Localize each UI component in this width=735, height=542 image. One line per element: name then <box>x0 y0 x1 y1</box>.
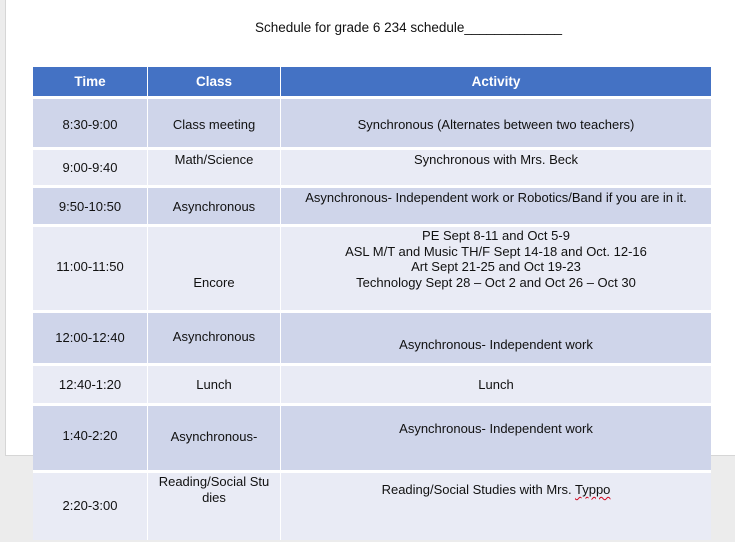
activity-text: Lunch <box>478 377 514 392</box>
class-line-2: dies <box>202 489 226 505</box>
time-cell <box>33 98 148 149</box>
table-header-row <box>33 67 711 98</box>
schedule-table <box>33 67 711 540</box>
class-cell <box>148 472 281 540</box>
class-text <box>148 474 280 505</box>
time-text: 9:00-9:40 <box>62 160 118 175</box>
class-cell <box>148 312 281 365</box>
time-cell <box>33 312 148 365</box>
table-row <box>33 98 711 149</box>
table-row <box>33 149 711 187</box>
activity-cell <box>281 472 712 540</box>
class-cell <box>148 149 281 187</box>
class-cell <box>148 187 281 226</box>
activity-cell <box>281 149 712 187</box>
class-text: Encore <box>193 275 235 290</box>
time-text: 12:40-1:20 <box>58 377 122 392</box>
activity-cell <box>281 405 712 472</box>
encore-line-technology: Technology Sept 28 – Oct 2 and Oct 26 – Oct 30 <box>356 274 636 290</box>
class-cell <box>148 405 281 472</box>
time-cell <box>33 365 148 405</box>
class-text: Asynchronous <box>172 199 256 214</box>
table-row <box>33 472 711 540</box>
activity-cell <box>281 98 712 149</box>
time-cell <box>33 472 148 540</box>
header-activity: Activity <box>281 67 712 98</box>
time-text: 1:40-2:20 <box>62 428 118 443</box>
activity-text: Asynchronous- Independent work <box>399 421 593 436</box>
time-text: 9:50-10:50 <box>58 199 122 214</box>
misspelled-word[interactable]: Typpo <box>575 482 611 497</box>
table-row <box>33 187 711 226</box>
time-cell <box>33 405 148 472</box>
activity-cell <box>281 187 712 226</box>
class-line-1: Reading/Social Stu <box>158 474 270 489</box>
table-row <box>33 405 711 472</box>
header-time: Time <box>33 67 148 98</box>
activity-text <box>281 228 711 290</box>
table-row <box>33 365 711 405</box>
time-cell <box>33 226 148 312</box>
activity-cell <box>281 226 712 312</box>
time-text: 8:30-9:00 <box>62 117 118 132</box>
time-text: 12:00-12:40 <box>55 330 125 345</box>
class-text: Asynchronous- <box>170 429 258 444</box>
time-cell <box>33 187 148 226</box>
encore-line-asl-music: ASL M/T and Music TH/F Sept 14-18 and Oct. 12-16 <box>345 243 647 259</box>
activity-text: Synchronous with Mrs. Beck <box>413 152 578 167</box>
class-text: Class meeting <box>172 117 256 132</box>
header-class: Class <box>148 67 281 98</box>
class-cell <box>148 98 281 149</box>
class-cell <box>148 226 281 312</box>
table-row <box>33 226 711 312</box>
activity-text: Asynchronous- Independent work <box>399 337 593 352</box>
page-title: Schedule for grade 6 234 schedule_____________ <box>255 20 563 35</box>
class-text: Asynchronous <box>172 329 256 344</box>
class-cell <box>148 365 281 405</box>
encore-line-pe: PE Sept 8-11 and Oct 5-9 <box>422 228 570 243</box>
class-text: Lunch <box>196 377 232 392</box>
time-text: 2:20-3:00 <box>62 498 118 513</box>
activity-text <box>281 482 711 498</box>
activity-prefix: Reading/Social Studies with Mrs. <box>381 482 575 497</box>
activity-text: Asynchronous- Independent work or Robotics/Band if you are in it. <box>305 190 687 205</box>
class-text: Math/Science <box>174 152 254 167</box>
time-text: 11:00-11:50 <box>56 259 124 274</box>
activity-text: Synchronous (Alternates between two teachers) <box>357 117 635 132</box>
activity-cell <box>281 365 712 405</box>
table-row <box>33 312 711 365</box>
time-cell <box>33 149 148 187</box>
activity-cell <box>281 312 712 365</box>
encore-line-art: Art Sept 21-25 and Oct 19-23 <box>411 259 581 274</box>
